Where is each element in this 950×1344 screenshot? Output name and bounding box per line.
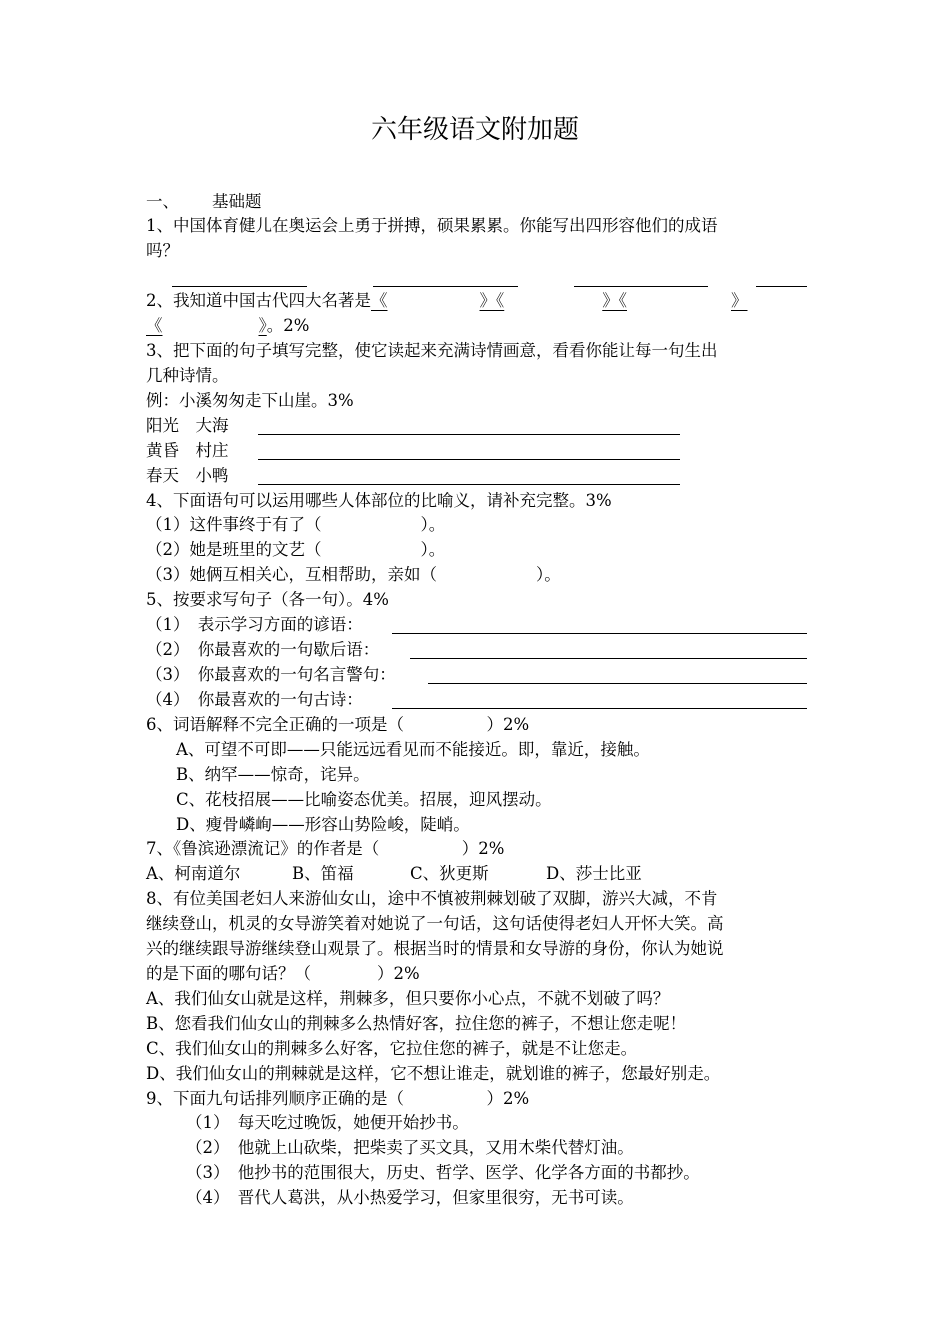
- q5-answer-line-1[interactable]: [392, 633, 807, 634]
- q7-option: D、莎士比亚: [546, 864, 642, 883]
- q8-option: A、我们仙女山就是这样，荆棘多，但只要你小心点，不就不划破了吗？: [146, 989, 670, 1008]
- q3-answer-line-1[interactable]: [258, 434, 680, 435]
- q2-book-blank-4[interactable]: 《 》: [146, 316, 267, 335]
- q1-answer-blank-1[interactable]: [172, 286, 307, 287]
- q9-item: （1） 每天吃过晚饭，她便开始抄书。: [186, 1113, 469, 1132]
- q8-stem-line: 8、有位美国老妇人来游仙女山，途中不慎被荆棘划破了双脚，游兴大减，不肯: [146, 889, 718, 908]
- section-heading: 基础题: [212, 192, 262, 211]
- q7-option: B、笛福: [292, 864, 354, 883]
- q5-answer-line-2[interactable]: [410, 658, 807, 659]
- q1-answer-blank-4[interactable]: [756, 286, 807, 287]
- q5-item: （1） 表示学习方面的谚语：: [146, 615, 363, 634]
- q3-stem-line2: 几种诗情。: [146, 366, 229, 385]
- q3-answer-line-2[interactable]: [258, 459, 680, 460]
- q9-item: （3） 他抄书的范围很大，历史、哲学、医学、化学各方面的书都抄。: [186, 1163, 700, 1182]
- q2-book-blanks-row1[interactable]: 《 》《 》《 》: [371, 291, 748, 310]
- q6-stem: 6、词语解释不完全正确的一项是（ ）2%: [146, 715, 530, 734]
- q4-item: （3）她俩互相关心，互相帮助，亲如（ ）。: [146, 565, 561, 584]
- q2-prefix: 2、我知道中国古代四大名著是: [146, 291, 371, 310]
- q3-item: 阳光 大海: [146, 416, 229, 435]
- q2-stem: [146, 291, 748, 311]
- q8-option: B、您看我们仙女山的荆棘多么热情好客，拉住您的裤子，不想让您走呢！: [146, 1014, 687, 1033]
- section-number: 一、: [146, 192, 179, 211]
- q8-stem-line: 继续登山，机灵的女导游笑着对她说了一句话，这句话使得老妇人开怀大笑。高: [146, 914, 724, 933]
- q7-stem: 7、《鲁滨逊漂流记》的作者是（ ）2%: [146, 839, 505, 858]
- q3-item: 春天 小鸭: [146, 466, 229, 485]
- q1-stem-line2: 吗？: [146, 241, 179, 260]
- q5-answer-line-3[interactable]: [428, 683, 807, 684]
- q6-option: C、花枝招展——比喻姿态优美。招展，迎风摆动。: [176, 790, 552, 809]
- q9-stem: 9、下面九句话排列顺序正确的是（ ）2%: [146, 1089, 530, 1108]
- q7-option: A、柯南道尔: [146, 864, 241, 883]
- page-title: 六年级语文附加题: [370, 115, 579, 145]
- q4-item: （2）她是班里的文艺（ ）。: [146, 540, 446, 559]
- q3-stem-line1: 3、把下面的句子填写完整，使它读起来充满诗情画意，看看你能让每一句生出: [146, 341, 718, 360]
- q8-stem-line: 兴的继续跟导游继续登山观景了。根据当时的情景和女导游的身份，你认为她说: [146, 939, 724, 958]
- q4-item: （1）这件事终于有了（ ）。: [146, 515, 446, 534]
- q1-answer-blank-3[interactable]: [574, 286, 708, 287]
- q8-option: C、我们仙女山的荆棘多么好客，它拉住您的裤子，就是不让您走。: [146, 1039, 638, 1058]
- q1-answer-blank-2[interactable]: [373, 286, 518, 287]
- q5-answer-line-4[interactable]: [392, 708, 807, 709]
- q7-option: C、狄更斯: [410, 864, 489, 883]
- q5-item: （3） 你最喜欢的一句名言警句：: [146, 665, 396, 684]
- q1-stem-line1: 1、中国体育健儿在奥运会上勇于拼搏，硕果累累。你能写出四形容他们的成语: [146, 216, 718, 235]
- q6-option: A、可望不可即——只能远远看见而不能接近。即，靠近，接触。: [176, 740, 650, 759]
- q2-stem-line2: [146, 316, 309, 336]
- q5-stem: 5、按要求写句子（各一句）。4%: [146, 590, 389, 609]
- q4-stem: 4、下面语句可以运用哪些人体部位的比喻义，请补充完整。3%: [146, 491, 612, 510]
- q3-answer-line-3[interactable]: [258, 484, 680, 485]
- q8-option: D、我们仙女山的荆棘就是这样，它不想让谁走，就划谁的裤子，您最好别走。: [146, 1064, 721, 1083]
- q5-item: （4） 你最喜欢的一句古诗：: [146, 690, 363, 709]
- q9-item: （2） 他就上山砍柴，把柴卖了买文具，又用木柴代替灯油。: [186, 1138, 634, 1157]
- q6-option: B、纳罕——惊奇，诧异。: [176, 765, 370, 784]
- q3-example: 例：小溪匆匆走下山崖。3%: [146, 391, 354, 410]
- q8-stem-line: 的是下面的哪句话？（ ）2%: [146, 964, 420, 983]
- q6-option: D、瘦骨嶙峋——形容山势险峻，陡峭。: [176, 815, 470, 834]
- q3-item: 黄昏 村庄: [146, 441, 229, 460]
- q2-score: 。2%: [266, 316, 310, 335]
- q9-item: （4） 晋代人葛洪，从小热爱学习，但家里很穷，无书可读。: [186, 1188, 634, 1207]
- q5-item: （2） 你最喜欢的一句歇后语：: [146, 640, 380, 659]
